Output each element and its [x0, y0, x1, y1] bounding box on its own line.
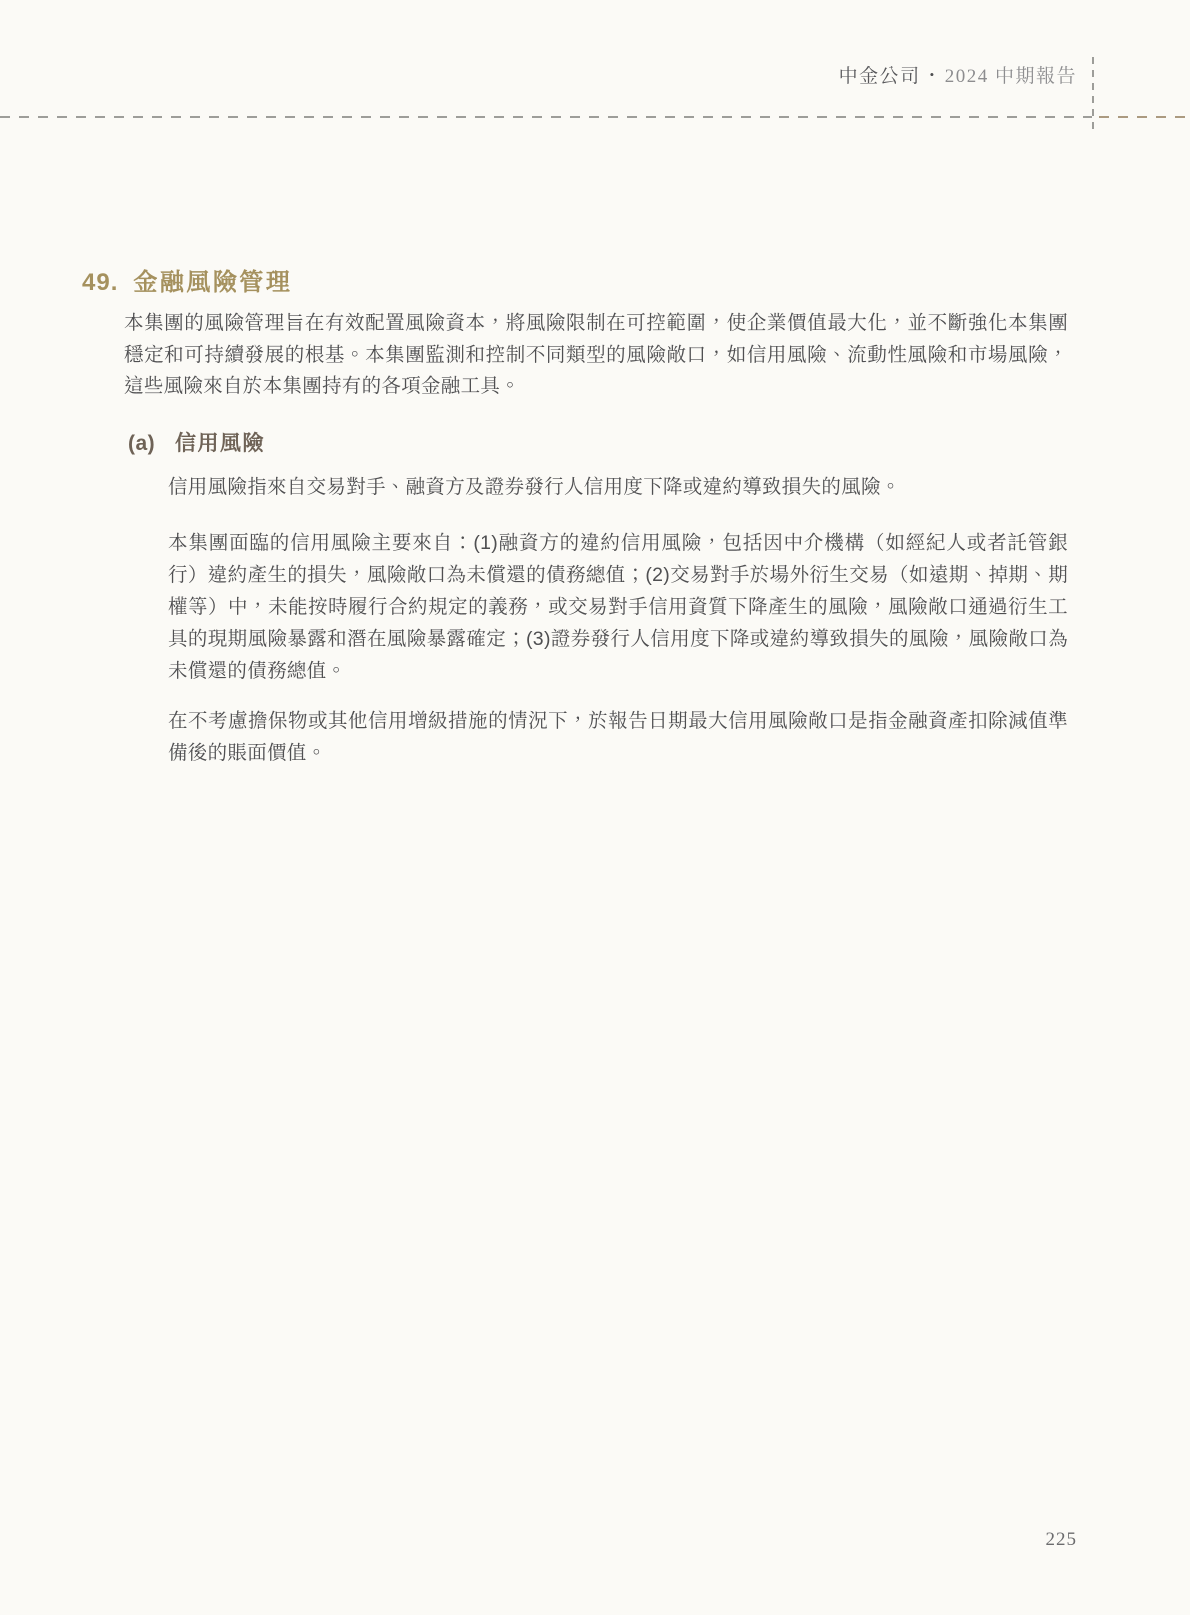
section-heading: [82, 262, 292, 297]
subsection-title: 信用風險: [175, 432, 265, 455]
company-name: 中金公司: [838, 66, 921, 87]
credit-risk-definition-paragraph: 信用風險指來自交易對手、融資方及證券發行人信用度下降或違約導致損失的風險。: [168, 476, 901, 498]
credit-risk-sources-paragraph: 本集團面臨的信用風險主要來自：(1)融資方的違約信用風險，包括因中介機構（如經紀人或者託管銀行）違約產生的損失，風險敞口為未償還的債務總值；(2)交易對手於場外衍生交易（如遠期、掉期、期權等）中，未能按時履行合約規定的義務，或交易對手信用資質下降產生的風險，風險敞口通過衍生工具的現期風險暴露和潛在風險暴露確定；(3)證券發行人信用度下降或違約導致損失的風險，風險敞口為未償還的債務總值。: [168, 532, 1068, 682]
bullet-separator-icon: •: [929, 67, 936, 82]
subsection-label: (a): [128, 432, 156, 455]
horizontal-dashed-rule-left: [0, 116, 1092, 118]
report-title: 2024 中期報告: [944, 66, 1077, 87]
subsection-heading: [128, 427, 265, 457]
credit-risk-exposure-paragraph: 在不考慮擔保物或其他信用增級措施的情況下，於報告日期最大信用風險敞口是指金融資產扣除減值準備後的賬面價值。: [168, 710, 1068, 764]
page-header: [839, 61, 1077, 88]
section-number: 49.: [82, 269, 119, 296]
vertical-dashed-rule: [1092, 57, 1094, 133]
section-title: 金融風險管理: [133, 269, 293, 296]
section-intro-paragraph: 本集團的風險管理旨在有效配置風險資本，將風險限制在可控範圍，使企業價值最大化，並不斷強化本集團穩定和可持續發展的根基。本集團監測和控制不同類型的風險敞口，如信用風險、流動性風險和市場風險，這些風險來自於本集團持有的各項金融工具。: [124, 312, 1068, 397]
page-number: 225: [1045, 1529, 1077, 1550]
horizontal-dashed-rule-right: [1099, 116, 1190, 118]
